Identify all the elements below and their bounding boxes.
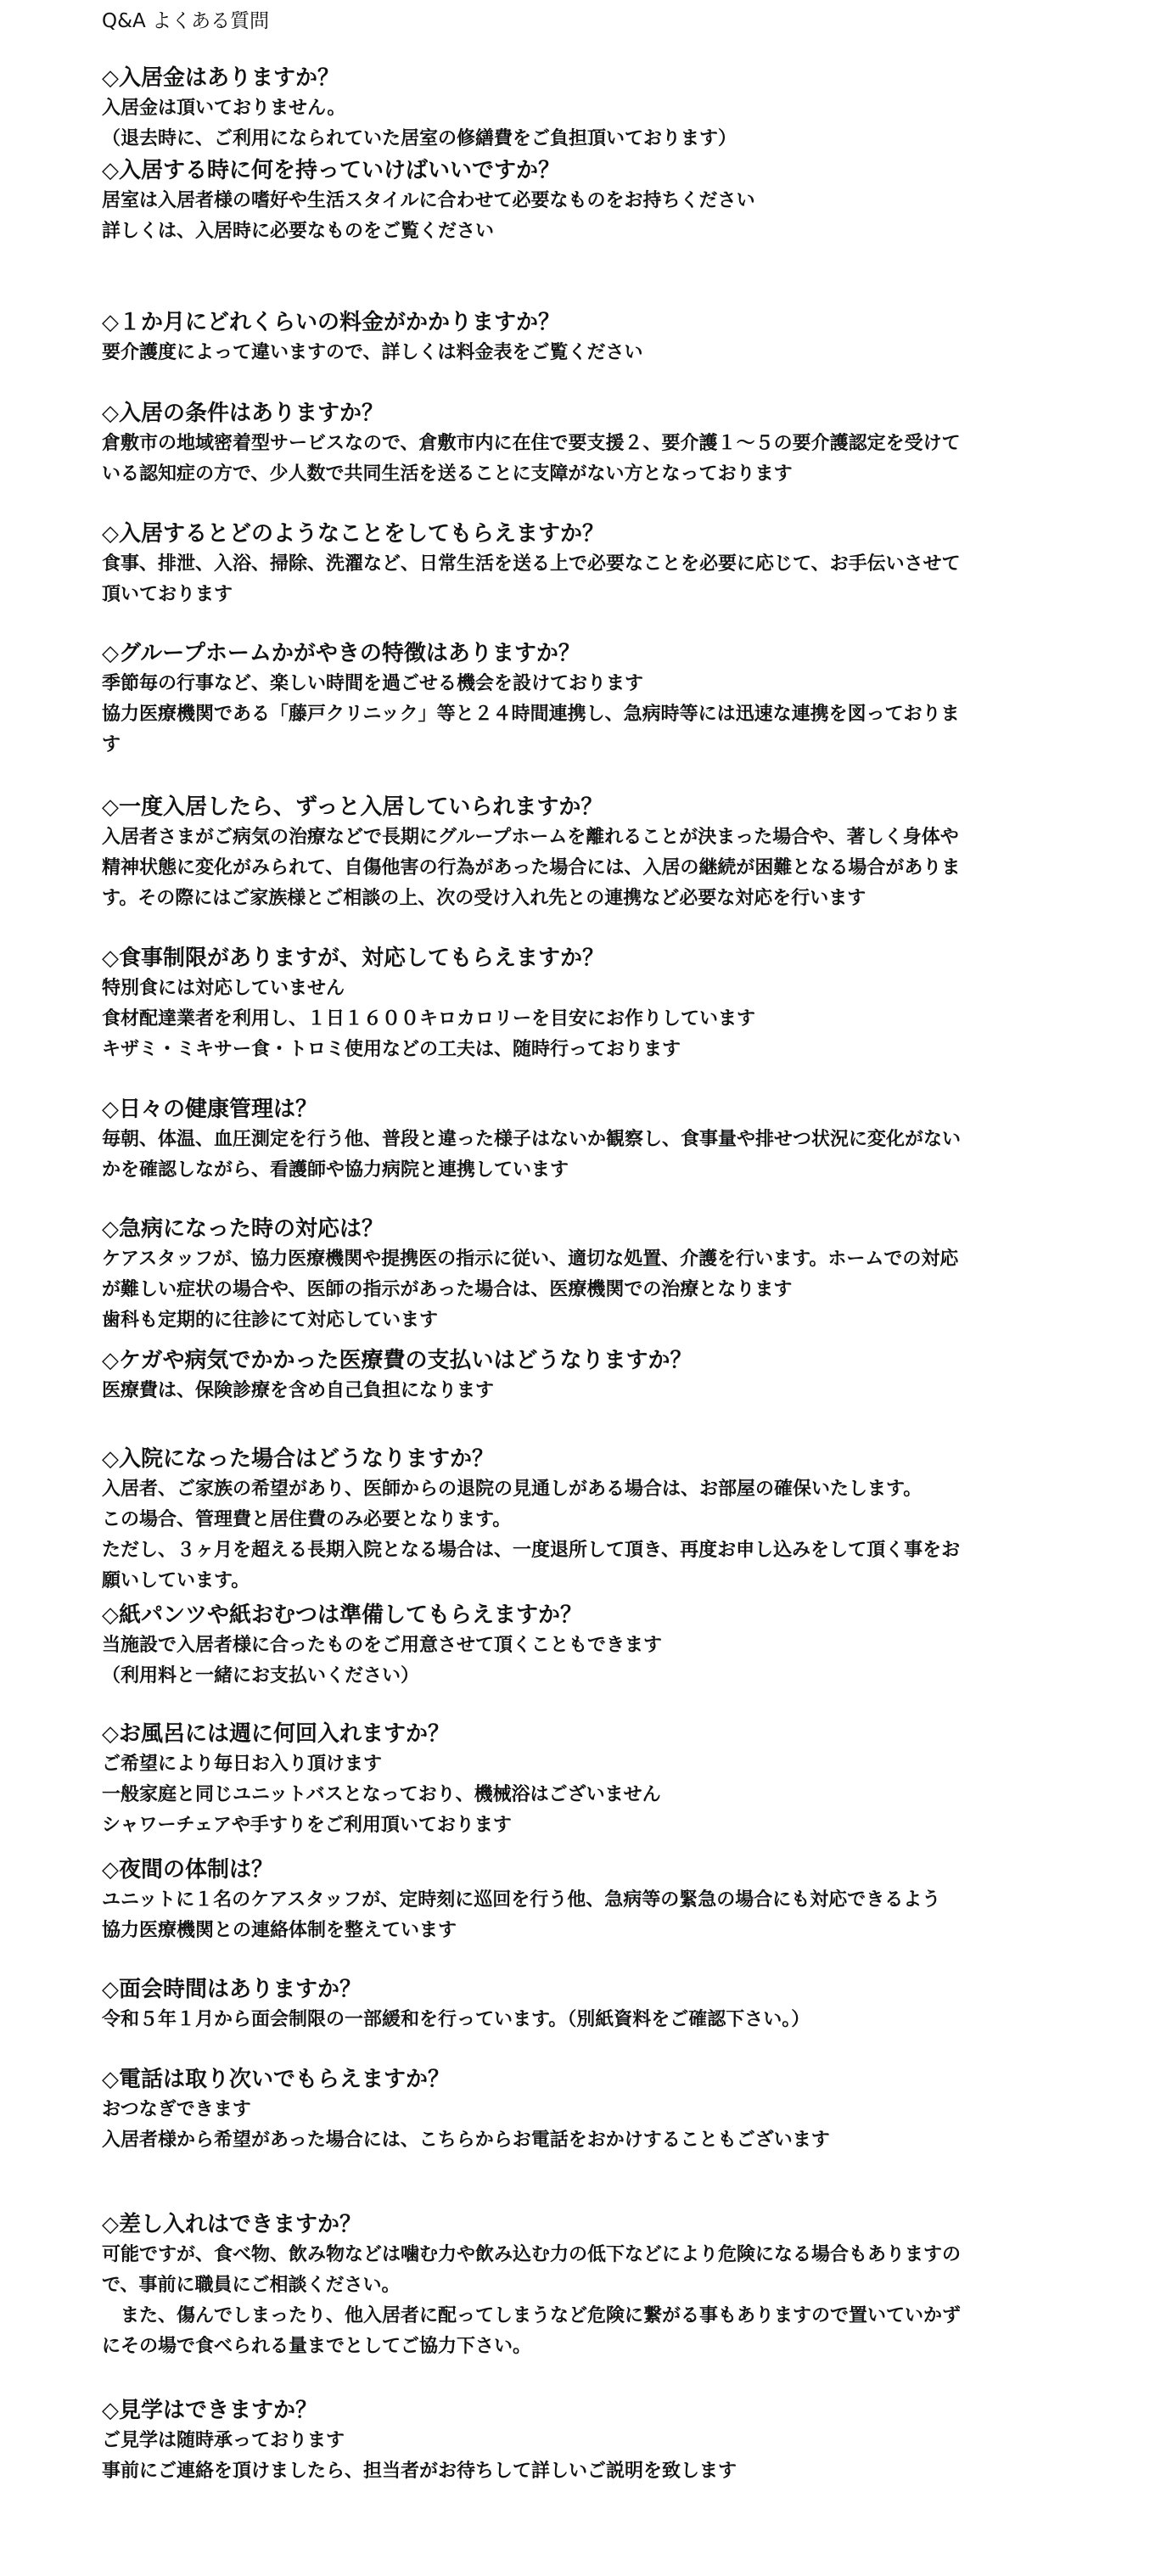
- faq-answer-line: キザミ・ミキサー食・トロミ使用などの工夫は、随時行っております: [102, 1039, 681, 1060]
- faq-answer-line: いる認知症の方で、少人数で共同生活を送ることに支障がない方となっております: [102, 463, 793, 485]
- faq-answer: [102, 2240, 1078, 2362]
- faq-item: [102, 1094, 1078, 1186]
- faq-question: ◇急病になった時の対応は？: [102, 1216, 384, 1242]
- faq-answer: [102, 93, 1078, 154]
- faq-answer-line: 食事、排泄、入浴、掃除、洗濯など、日常生活を送る上で必要なことを必要に応じて、お手伝いさせて: [102, 553, 961, 575]
- page-title: Q&A よくある質問: [102, 10, 270, 32]
- faq-item: [102, 638, 1078, 760]
- faq-item: [102, 2395, 1078, 2487]
- faq-answer-line: おつなぎできます: [102, 2099, 251, 2120]
- faq-answer-line: 令和５年１月から面会制限の一部緩和を行っています。（別紙資料をご確認下さい。）: [102, 2009, 810, 2030]
- faq-question: ◇入居する時に何を持っていけばいいですか？: [102, 158, 560, 183]
- faq-item: [102, 943, 1078, 1065]
- faq-question: ◇一度入居したら、ずっと入居していられますか？: [102, 794, 603, 820]
- faq-answer-line: が難しい症状の場合や、医師の指示があった場合は、医療機関での治療となります: [102, 1279, 793, 1300]
- faq-answer: [102, 2005, 1078, 2035]
- faq-question: ◇食事制限がありますが、対応してもらえますか？: [102, 946, 604, 971]
- faq-answer: [102, 1125, 1078, 1186]
- faq-question: ◇紙パンツや紙おむつは準備してもらえますか？: [102, 1602, 582, 1628]
- faq-answer-line: 可能ですが、食べ物、飲み物などは噛む力や飲み込む力の低下などにより危険になる場合もありますの: [102, 2244, 962, 2265]
- faq-answer-line: 願いしています。: [102, 1570, 250, 1591]
- faq-question: ◇見学はできますか？: [102, 2398, 317, 2423]
- faq-question: ◇入院になった場合はどうなりますか？: [102, 1446, 494, 1472]
- faq-answer-line: 一般家庭と同じユニットバスとなっており、機械浴はございません: [102, 1784, 661, 1805]
- faq-question: ◇お風呂には週に何回入れますか？: [102, 1721, 450, 1747]
- faq-item: [102, 307, 1078, 368]
- faq-answer-line: 入居金は頂いておりません。: [102, 98, 346, 119]
- faq-answer-line: ご希望により毎日お入り頂けます: [102, 1754, 383, 1775]
- faq-answer-line: 毎朝、体温、血圧測定を行う他、普段と違った様子はないか観察し、食事量や排せつ状況に変化がない: [102, 1129, 962, 1150]
- faq-item: [102, 63, 1078, 154]
- faq-answer: [102, 2426, 1078, 2487]
- faq-answer-line: ユニットに１名のケアスタッフが、定時刻に巡回を行う他、急病等の緊急の場合にも対応できるよう: [102, 1889, 941, 1911]
- faq-item: [102, 2064, 1078, 2156]
- faq-answer-line: す: [102, 734, 121, 755]
- faq-answer: [102, 2095, 1078, 2156]
- faq-answer-line: この場合、管理費と居住費のみ必要となります。: [102, 1509, 512, 1530]
- faq-answer-line: 事前にご連絡を頂けましたら、担当者がお待ちして詳しいご説明を致します: [102, 2461, 737, 2482]
- faq-question: ◇ケガや病気でかかった医療費の支払いはどうなりますか？: [102, 1348, 693, 1373]
- faq-question: ◇グループホームかがやきの特徴はありますか？: [102, 641, 580, 666]
- faq-question: ◇入居金はありますか？: [102, 65, 339, 91]
- faq-answer: [102, 1376, 1078, 1406]
- faq-item: [102, 1719, 1078, 1841]
- faq-answer-line: 季節毎の行事など、楽しい時間を過ごせる機会を設けております: [102, 673, 644, 694]
- faq-answer-line: 入居者様から希望があった場合には、こちらからお電話をおかけすることもございます: [102, 2130, 830, 2151]
- faq-answer: [102, 1885, 1078, 1946]
- faq-answer: [102, 1749, 1078, 1841]
- faq-answer: [102, 1244, 1078, 1336]
- faq-answer-line: （退去時に、ご利用になられていた居室の修繕費をご負担頂いております）: [102, 128, 737, 149]
- faq-item: [102, 1444, 1078, 1597]
- faq-answer-line: ご見学は随時承っております: [102, 2430, 345, 2451]
- faq-item: [102, 792, 1078, 914]
- faq-answer-line: 特別食には対応していません: [102, 978, 345, 999]
- faq-answer: [102, 1474, 1078, 1597]
- faq-answer-line: また、傷んでしまったり、他入居者に配ってしまうなど危険に繋がる事もありますので置いていかず: [102, 2305, 962, 2326]
- faq-question: ◇日々の健康管理は？: [102, 1097, 317, 1122]
- faq-item: [102, 1345, 1078, 1406]
- faq-answer: [102, 669, 1078, 760]
- faq-answer-line: す。その際にはご家族様とご相談の上、次の受け入れ先との連携など必要な対応を行います: [102, 888, 866, 909]
- faq-answer-line: かを確認しながら、看護師や協力病院と連携しています: [102, 1159, 569, 1181]
- faq-answer-line: 精神状態に変化がみられて、自傷他害の行為があった場合には、入居の継続が困難となる場合がありま: [102, 857, 961, 878]
- faq-answer: [102, 338, 1078, 368]
- faq-item: [102, 1855, 1078, 1946]
- faq-question: ◇面会時間はありますか？: [102, 1977, 362, 2002]
- faq-answer: [102, 1630, 1078, 1692]
- faq-answer-line: （利用料と一緒にお支払いください）: [102, 1665, 420, 1686]
- faq-answer: [102, 822, 1078, 914]
- faq-answer-line: ケアスタッフが、協力医療機関や提携医の指示に従い、適切な処置、介護を行います。ホームでの対応: [102, 1249, 959, 1270]
- faq-answer: [102, 974, 1078, 1065]
- faq-answer-line: 要介護度によって違いますので、詳しくは料金表をご覧ください: [102, 342, 643, 363]
- faq-answer-line: シャワーチェアや手すりをご利用頂いております: [102, 1815, 512, 1836]
- faq-answer-line: にその場で食べられる量までとしてご協力下さい。: [102, 2336, 532, 2357]
- faq-item: [102, 519, 1078, 610]
- faq-answer-line: 食材配達業者を利用し、１日１６００キロカロリーを目安にお作りしています: [102, 1008, 756, 1030]
- faq-item: [102, 1600, 1078, 1692]
- faq-question: ◇夜間の体制は？: [102, 1857, 273, 1883]
- faq-question: ◇電話は取り次いでもらえますか？: [102, 2067, 450, 2092]
- faq-question: ◇差し入れはできますか？: [102, 2212, 362, 2237]
- faq-answer-line: 当施設で入居者様に合ったものをご用意させて頂くこともできます: [102, 1635, 663, 1656]
- faq-answer-line: 頂いております: [102, 584, 233, 605]
- faq-answer-line: 入居者さまがご病気の治療などで長期にグループホームを離れることが決まった場合や、著しく身体や: [102, 827, 959, 848]
- faq-answer-line: で、事前に職員にご相談ください。: [102, 2275, 401, 2296]
- faq-item: [102, 1974, 1078, 2035]
- faq-answer: [102, 549, 1078, 610]
- faq-answer-line: 詳しくは、入居時に必要なものをご覧ください: [102, 221, 495, 242]
- faq-item: [102, 2209, 1078, 2362]
- faq-question: ◇入居するとどのようなことをしてもらえますか？: [102, 521, 604, 547]
- faq-answer: [102, 186, 1078, 247]
- faq-answer-line: 入居者、ご家族の希望があり、医師からの退院の見通しがある場合は、お部屋の確保いたします。: [102, 1479, 922, 1500]
- faq-answer: [102, 429, 1078, 490]
- faq-answer-line: 医療費は、保険診療を含め自己負担になります: [102, 1380, 495, 1401]
- faq-item: [102, 1214, 1078, 1336]
- faq-item: [102, 398, 1078, 490]
- faq-answer-line: ただし、３ヶ月を超える長期入院となる場合は、一度退所して頂き、再度お申し込みをして頂く事をお: [102, 1540, 961, 1561]
- faq-question: ◇１か月にどれくらいの料金がかかりますか？: [102, 310, 560, 335]
- faq-answer-line: 倉敷市の地域密着型サービスなので、倉敷市内に在住で要支援２、要介護１～５の要介護認定を受けて: [102, 433, 961, 454]
- faq-item: [102, 155, 1078, 247]
- faq-answer-line: 協力医療機関である「藤戸クリニック」等と２４時間連携し、急病時等には迅速な連携を図っておりま: [102, 704, 960, 725]
- faq-answer-line: 居室は入居者様の嗜好や生活スタイルに合わせて必要なものをお持ちください: [102, 190, 755, 211]
- faq-question: ◇入居の条件はありますか？: [102, 401, 384, 426]
- faq-answer-line: 歯科も定期的に往診にて対応しています: [102, 1310, 439, 1331]
- faq-answer-line: 協力医療機関との連絡体制を整えています: [102, 1920, 457, 1941]
